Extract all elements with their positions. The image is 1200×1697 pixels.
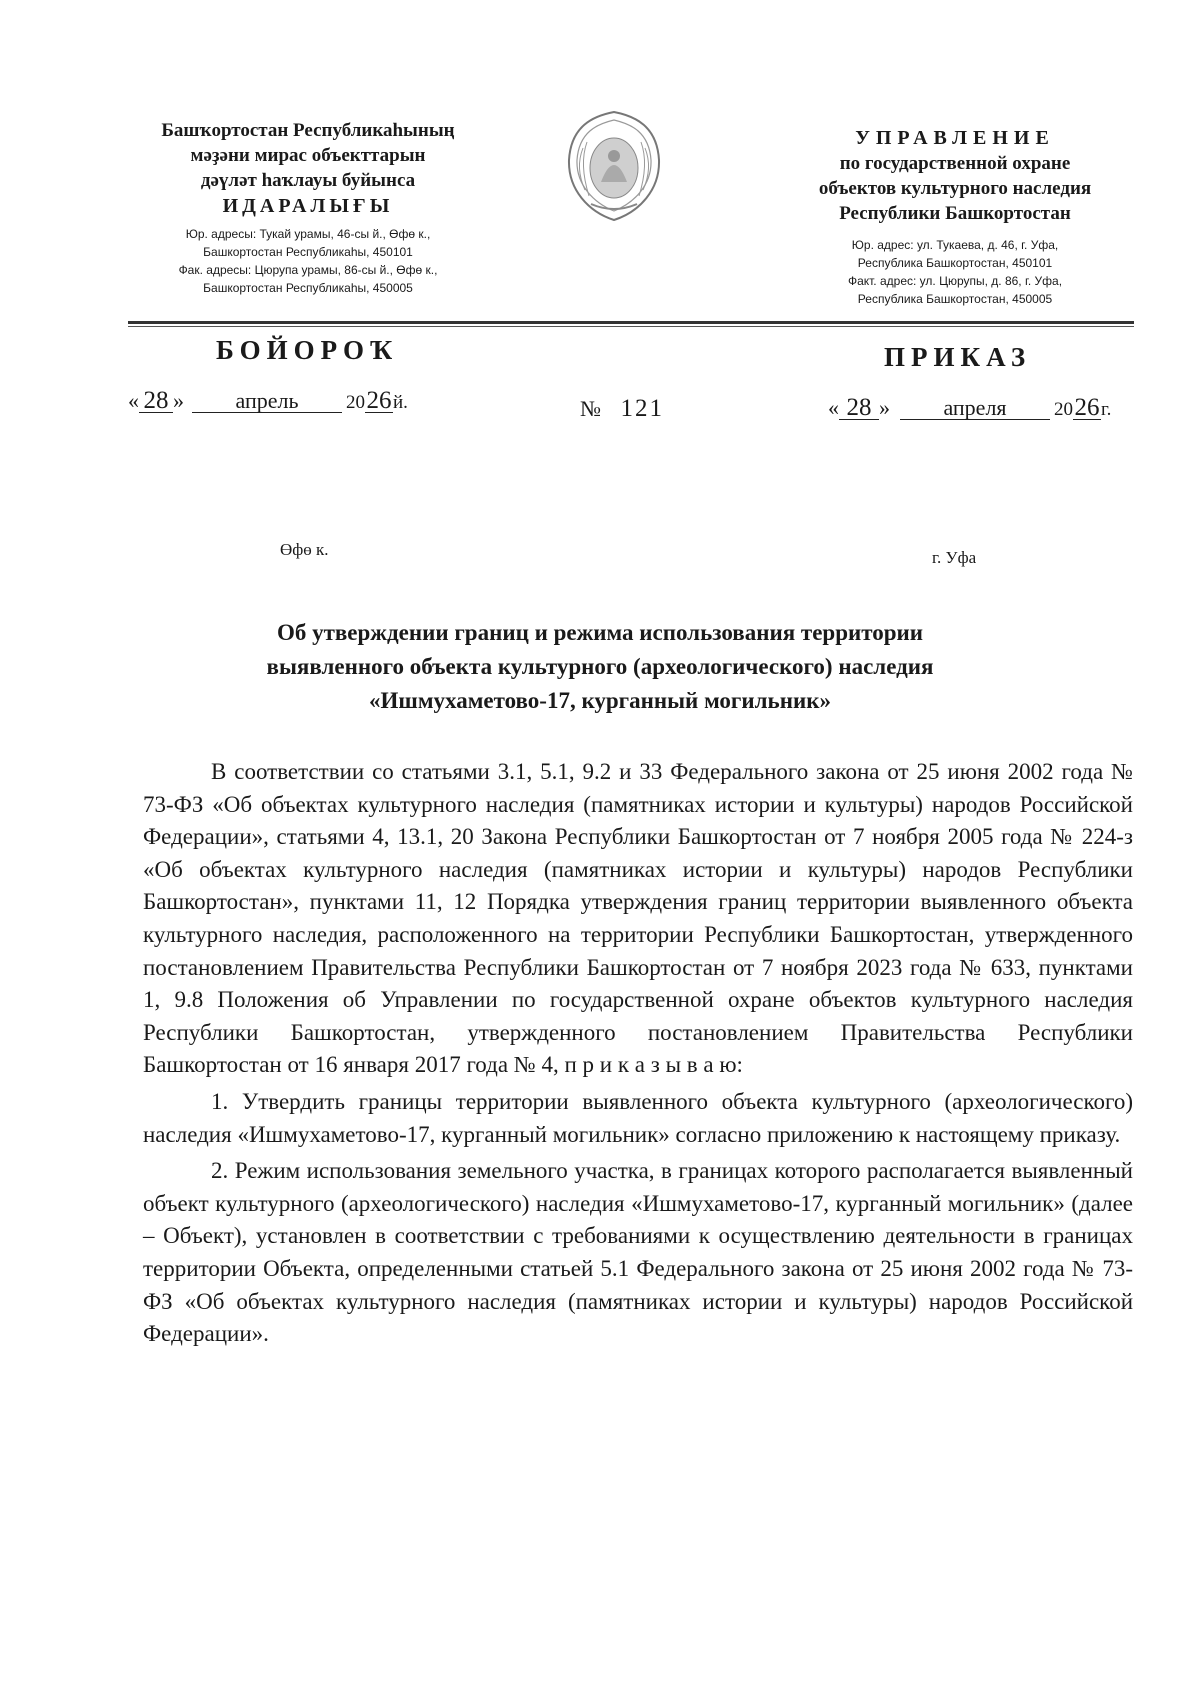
date-year-prefix: 20 <box>1054 399 1073 420</box>
date-year-suffix: 26 <box>1074 394 1100 421</box>
right-address-line: Республика Башкортостан, 450101 <box>857 256 1053 270</box>
date-month: апрель <box>192 390 342 413</box>
left-address-line: Башкортостан Республикаһы, 450005 <box>203 281 413 295</box>
right-address-line: Республика Башкортостан, 450005 <box>857 292 1053 306</box>
right-header <box>780 125 1130 308</box>
right-address-line: Факт. адрес: ул. Цюрупы, д. 86, г. Уфа, <box>847 274 1063 288</box>
city-bashkir: Өфө к. <box>280 540 329 559</box>
right-header-line: по государственной охране <box>839 153 1071 174</box>
date-year-prefix: 20 <box>346 392 365 413</box>
date-right <box>828 395 1111 421</box>
date-year-mark: й. <box>393 392 408 413</box>
header-divider-thin <box>128 326 1134 327</box>
date-month: апреля <box>900 397 1050 420</box>
left-header-line: Башҡортостан Республикаһының <box>161 120 455 141</box>
date-quote-open: « <box>828 395 839 420</box>
body-paragraph-preamble: В соответствии со статьями 3.1, 5.1, 9.2 и 33 Федерального закона от 25 июня 2002 года № 73-ФЗ «Об объектах культурного наследия (памятниках истории и культуры) народов Российской Федерации», статьями 4, 13.1, 20 Закона Республики Башкортостан от 7 ноября 2005 года № 224-з «Об объектах культурного наследия (памятниках истории и культуры) народов Республики Башкортостан», пунктами 11, 12 Порядка утверждения границ территории выявленного объекта культурного наследия, расположенного на территории Республики Башкортостан, утвержденного постановлением Правительства Республики Башкортостан от 7 ноября 2023 года № 633, пунктами 1, 9.8 Положения об Управлении по государственной охране объектов культурного наследия Республики Башкортостан, утвержденного постановлением Правительства Республики Башкортостан от 16 января 2017 года № 4, п р и к а з ы в а ю: <box>143 759 1133 1078</box>
date-quote-close: » <box>173 388 184 413</box>
left-address-line: Юр. адресы: Тукай урамы, 46-сы й., Өфө к., <box>185 227 431 241</box>
doc-type-bashkir: БОЙОРОҠ <box>216 335 399 365</box>
left-address-line: Фак. адресы: Цюрупа урамы, 86-сы й., Өфө к., <box>178 263 438 277</box>
coat-of-arms-emblem <box>563 108 665 224</box>
title-line: выявленного объекта культурного (археологического) наследия <box>266 654 934 679</box>
number-value: 121 <box>620 395 664 422</box>
doc-type-russian: ПРИКАЗ <box>884 342 1032 372</box>
right-header-line: объектов культурного наследия <box>818 178 1092 199</box>
left-address-line: Башкортостан Республикаһы, 450101 <box>203 245 413 259</box>
right-header-line: Республики Башкортостан <box>839 203 1071 224</box>
date-quote-close: » <box>879 395 890 420</box>
date-year-mark: г. <box>1101 399 1112 420</box>
date-day: 28 <box>139 390 173 413</box>
left-header <box>128 118 488 297</box>
right-header-org: УПРАВЛЕНИЕ <box>855 127 1055 149</box>
date-quote-open: « <box>128 388 139 413</box>
date-day: 28 <box>839 397 879 420</box>
right-address <box>780 236 1130 308</box>
right-address-line: Юр. адрес: ул. Тукаева, д. 46, г. Уфа, <box>851 238 1059 252</box>
date-year-suffix: 26 <box>366 387 392 414</box>
left-header-org: ИДАРАЛЫҒЫ <box>222 195 394 217</box>
number-sign: № <box>580 396 601 421</box>
left-header-line: мәҙәни мирас объекттарын <box>190 145 426 166</box>
left-header-line: дәүләт һаҡлауы буйынса <box>200 170 416 191</box>
order-number <box>580 395 664 423</box>
title-line: «Ишмухаметово-17, курганный могильник» <box>369 688 831 713</box>
left-address <box>128 225 488 297</box>
document-title <box>150 616 1050 718</box>
header-divider <box>128 321 1134 324</box>
body-paragraph-item-2: 2. Режим использования земельного участка, в границах которого располагается выявленный объект культурного (археологического) наследия «Ишмухаметово-17, курганный могильник» (далее – Объект), установлен в соответствии с требованиями к осуществлению деятельности в границах территории Объекта, определенными статьей 5.1 Федерального закона от 25 июня 2002 года № 73-ФЗ «Об объектах культурного наследия (памятниках истории и культуры) народов Российской Федерации». <box>143 1158 1133 1347</box>
city-russian: г. Уфа <box>932 548 977 567</box>
body-paragraph-item-1: 1. Утвердить границы территории выявленного объекта культурного (археологического) наследия «Ишмухаметово-17, курганный могильник» согласно приложению к настоящему приказу. <box>143 1088 1133 1147</box>
document-body <box>143 756 1133 1351</box>
date-left <box>128 388 408 414</box>
title-line: Об утверждении границ и режима использования территории <box>276 620 924 645</box>
